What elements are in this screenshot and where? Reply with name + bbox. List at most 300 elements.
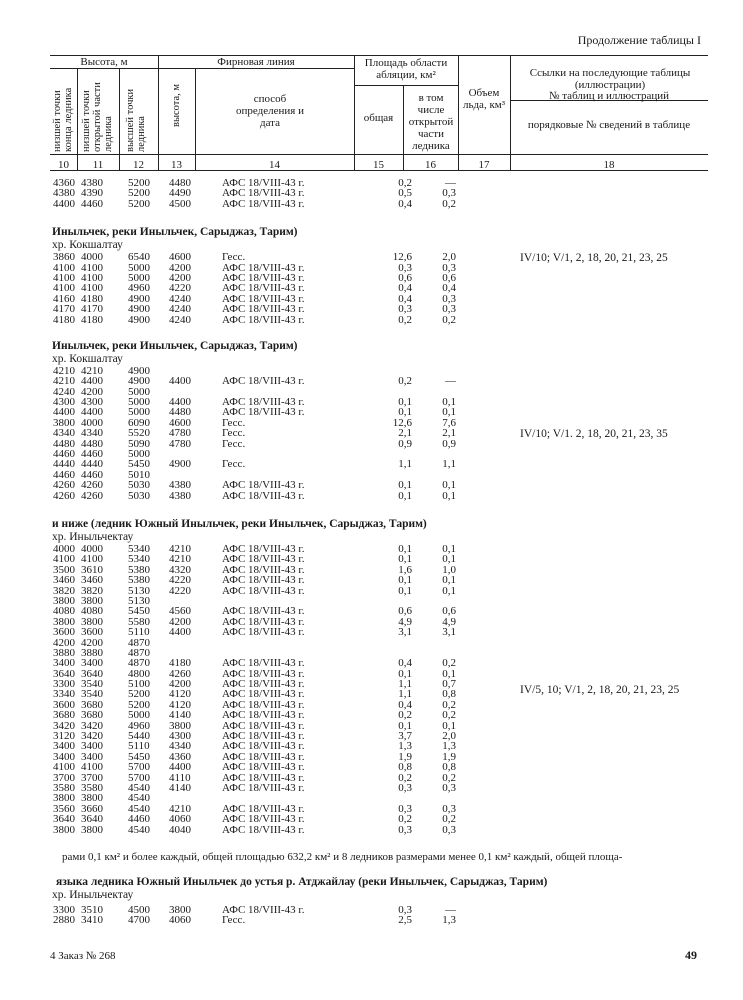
header-refs-order: порядковые № сведений в таблице xyxy=(527,119,691,131)
table-cell: 4200 xyxy=(169,271,191,284)
table-cell: 4540 xyxy=(128,802,150,815)
table-cell: 0,6 xyxy=(442,605,456,618)
table-cell: 0,3 xyxy=(398,303,412,316)
group-title: языка ледника Южный Иныльчек до устья р. Атджайлау (реки Иныльчек, Сарыджаз, Тарим) xyxy=(56,875,548,888)
table-cell: 5030 xyxy=(128,489,150,502)
table-cell: 3820 xyxy=(53,584,75,597)
table-cell: 0,8 xyxy=(398,761,412,774)
table-cell: 0,2 xyxy=(398,177,412,189)
table-cell: АФС 18/VIII-43 г. xyxy=(222,177,305,189)
table-row xyxy=(52,669,712,679)
table-cell: 4170 xyxy=(53,303,75,316)
table-cell: 4100 xyxy=(81,761,103,774)
table-row xyxy=(52,304,712,314)
table-cell: 4210 xyxy=(53,364,75,377)
group-title: Иныльчек, реки Иныльчек, Сарыджаз, Тарим) xyxy=(52,226,298,239)
table-cell: 4870 xyxy=(128,657,150,670)
table-cell: 3800 xyxy=(53,594,75,607)
table-cell: 4180 xyxy=(53,313,75,326)
table-cell: 4210 xyxy=(53,375,75,388)
table-cell: 1,1 xyxy=(398,678,412,691)
table-cell: 5110 xyxy=(128,626,150,639)
table-row xyxy=(52,376,712,386)
table-cell: 4210 xyxy=(169,553,191,566)
footer-order: 4 Заказ № 268 xyxy=(50,950,116,962)
table-cell: 3510 xyxy=(81,903,103,916)
table-cell: 12,6 xyxy=(392,416,412,429)
table-cell: 3800 xyxy=(169,719,191,732)
table-cell: 12,6 xyxy=(392,251,412,264)
table-cell: АФС 18/VIII-43 г. xyxy=(222,657,305,670)
table-cell: 0,1 xyxy=(398,479,412,492)
table-cell: 4900 xyxy=(128,313,150,326)
table-cell: 4540 xyxy=(128,781,150,794)
table-cell: 0,1 xyxy=(442,584,456,597)
table-row xyxy=(52,283,712,293)
table-cell: 4080 xyxy=(81,605,103,618)
col-num: 16 xyxy=(425,159,436,171)
header-firn-method: способ определения и дата xyxy=(236,93,304,129)
table-row xyxy=(52,544,712,554)
table-cell: 5100 xyxy=(128,678,150,691)
table-cell: 5000 xyxy=(128,385,150,398)
table-cell: 3680 xyxy=(81,698,103,711)
table-cell: Гесс. xyxy=(222,437,246,450)
table-cell: 5380 xyxy=(128,563,150,576)
table-cell: 4600 xyxy=(169,416,191,429)
col-num: 15 xyxy=(373,159,384,171)
table-cell: 4380 xyxy=(169,489,191,502)
table-cell: 4400 xyxy=(169,375,191,388)
table-cell: АФС 18/VIII-43 г. xyxy=(222,553,305,566)
table-cell: 5450 xyxy=(128,605,150,618)
header-firn: Фирновая линия xyxy=(217,56,295,68)
table-cell: 4400 xyxy=(81,375,103,388)
table-row xyxy=(52,915,712,925)
col-num: 13 xyxy=(171,159,182,171)
table-cell: 4100 xyxy=(53,553,75,566)
table-cell: 0,1 xyxy=(442,574,456,587)
table-cell: 5200 xyxy=(128,177,150,189)
table-cell: 5440 xyxy=(128,730,150,743)
table-row xyxy=(52,741,712,751)
table-cell: 4200 xyxy=(169,615,191,628)
table-cell: 3800 xyxy=(81,615,103,628)
table-cell: 1,9 xyxy=(442,750,456,763)
table-cell: 2880 xyxy=(53,914,75,927)
table-cell: 0,2 xyxy=(442,813,456,826)
table-cell: 1,1 xyxy=(398,458,412,471)
table-cell: АФС 18/VIII-43 г. xyxy=(222,542,305,555)
table-row xyxy=(52,617,712,627)
table-cell: 4160 xyxy=(53,292,75,305)
table-cell: 0,2 xyxy=(442,771,456,784)
table-cell: 0,1 xyxy=(398,584,412,597)
table-cell: 2,5 xyxy=(398,914,412,927)
table-cell: 0,2 xyxy=(442,698,456,711)
table-row xyxy=(52,407,712,417)
table-cell: 4210 xyxy=(169,542,191,555)
table-cell: АФС 18/VIII-43 г. xyxy=(222,823,305,836)
table-cell: АФС 18/VIII-43 г. xyxy=(222,740,305,753)
header-firn-height: высота, м xyxy=(171,83,182,127)
table-cell: 4460 xyxy=(53,448,75,461)
header-refs: Ссылки на последующие таблицы (иллюстрации) xyxy=(529,67,691,91)
table-cell: 3860 xyxy=(53,251,75,264)
table-cell: 1,9 xyxy=(398,750,412,763)
table-cell: 0,1 xyxy=(398,553,412,566)
table-cell: 4900 xyxy=(128,375,150,388)
table-row xyxy=(52,449,712,459)
table-cell: 4900 xyxy=(128,303,150,316)
table-cell: 0,3 xyxy=(442,292,456,305)
table-row xyxy=(52,387,712,397)
table-cell: 4170 xyxy=(81,303,103,316)
table-cell: АФС 18/VIII-43 г. xyxy=(222,187,305,200)
table-cell: 4000 xyxy=(81,416,103,429)
table-cell: 0,1 xyxy=(398,396,412,409)
table-row xyxy=(52,905,712,915)
table-cell: 4240 xyxy=(169,303,191,316)
table-cell: 0,1 xyxy=(442,489,456,502)
group-subtitle: хр. Иныльчектау xyxy=(52,530,134,543)
table-cell: 4400 xyxy=(53,197,75,210)
table-cell: 4400 xyxy=(169,626,191,639)
table-cell: 4460 xyxy=(81,468,103,481)
table-cell: 3800 xyxy=(81,594,103,607)
table-row xyxy=(52,491,712,501)
table-row xyxy=(52,638,712,648)
table-cell: 4490 xyxy=(169,187,191,200)
table-row xyxy=(52,178,712,188)
table-cell: 4460 xyxy=(128,813,150,826)
table-cell: 3400 xyxy=(81,657,103,670)
table-cell: — xyxy=(445,375,456,388)
table-cell: 4260 xyxy=(53,489,75,502)
table-row xyxy=(52,700,712,710)
table-cell: 4200 xyxy=(81,636,103,649)
table-cell: 5000 xyxy=(128,396,150,409)
col-num: 12 xyxy=(133,159,144,171)
table-cell: 3500 xyxy=(53,563,75,576)
table-cell: 0,3 xyxy=(442,303,456,316)
table-cell: 5340 xyxy=(128,553,150,566)
glacier-group xyxy=(52,518,712,835)
table-cell: 3800 xyxy=(53,615,75,628)
table-cell: 3300 xyxy=(53,903,75,916)
table-cell: 0,2 xyxy=(398,313,412,326)
table-cell: 5340 xyxy=(128,542,150,555)
table-cell: 5580 xyxy=(128,615,150,628)
table-cell: 4870 xyxy=(128,636,150,649)
table-cell: 0,4 xyxy=(398,282,412,295)
table-cell: 5000 xyxy=(128,448,150,461)
table-row xyxy=(52,418,712,428)
table-row xyxy=(52,731,712,741)
table-cell: 5130 xyxy=(128,594,150,607)
table-cell: 0,1 xyxy=(442,406,456,419)
table-caption: Продолжение таблицы I xyxy=(577,33,701,47)
table-cell: АФС 18/VIII-43 г. xyxy=(222,667,305,680)
table-cell: 3800 xyxy=(53,823,75,836)
table-cell: 1,3 xyxy=(442,914,456,927)
table-cell: 3420 xyxy=(81,719,103,732)
table-cell: 5700 xyxy=(128,761,150,774)
table-cell: 0,4 xyxy=(442,282,456,295)
reference-list: IV/10; V/1, 2, 18, 20, 21, 23, 25 xyxy=(520,252,668,265)
table-cell: 4260 xyxy=(81,479,103,492)
table-cell: 7,6 xyxy=(442,416,456,429)
table-row xyxy=(52,554,712,564)
table-cell: 4460 xyxy=(81,448,103,461)
table-cell: 4440 xyxy=(53,458,75,471)
table-cell: 5000 xyxy=(128,406,150,419)
glacier-group xyxy=(52,340,712,501)
table-cell: 4440 xyxy=(81,458,103,471)
table-cell: 3400 xyxy=(53,657,75,670)
table-row xyxy=(52,804,712,814)
table-cell: 4240 xyxy=(169,313,191,326)
table-cell: 4540 xyxy=(128,792,150,805)
table-cell: 5000 xyxy=(128,709,150,722)
table-cell: 4300 xyxy=(81,396,103,409)
table-cell: 0,3 xyxy=(398,823,412,836)
table-cell: 0,9 xyxy=(398,437,412,450)
table-cell: 0,1 xyxy=(442,479,456,492)
table-cell: АФС 18/VIII-43 г. xyxy=(222,489,305,502)
table-cell: 4260 xyxy=(81,489,103,502)
group-subtitle: хр. Иныльчектау xyxy=(52,888,134,901)
table-cell: 5700 xyxy=(128,771,150,784)
table-cell: 0,2 xyxy=(398,375,412,388)
table-cell: 4320 xyxy=(169,563,191,576)
table-cell: АФС 18/VIII-43 г. xyxy=(222,375,305,388)
table-cell: 4600 xyxy=(169,251,191,264)
table-row xyxy=(52,762,712,772)
table-cell: 3120 xyxy=(53,730,75,743)
table-row xyxy=(52,710,712,720)
table-cell: 5000 xyxy=(128,261,150,274)
table-cell: 4060 xyxy=(169,813,191,826)
table-cell: АФС 18/VIII-43 г. xyxy=(222,719,305,732)
table-cell: 4500 xyxy=(169,197,191,210)
table-cell: АФС 18/VIII-43 г. xyxy=(222,197,305,210)
table-cell: 4080 xyxy=(53,605,75,618)
table-cell: 4360 xyxy=(53,177,75,189)
table-cell: 4900 xyxy=(128,364,150,377)
table-cell: 3640 xyxy=(81,813,103,826)
table-cell: Гесс. xyxy=(222,251,246,264)
table-cell: 0,1 xyxy=(398,489,412,502)
table-cell: АФС 18/VIII-43 г. xyxy=(222,563,305,576)
table-cell: АФС 18/VIII-43 г. xyxy=(222,396,305,409)
table-cell: — xyxy=(445,903,456,916)
table-cell: 5200 xyxy=(128,688,150,701)
table-cell: 4800 xyxy=(128,667,150,680)
table-cell: 3580 xyxy=(81,781,103,794)
table-cell: 3700 xyxy=(81,771,103,784)
table-cell: 3460 xyxy=(53,574,75,587)
table-cell: 0,1 xyxy=(442,396,456,409)
table-row xyxy=(52,596,712,606)
table-cell: 4100 xyxy=(81,282,103,295)
table-cell: 0,2 xyxy=(442,197,456,210)
table-cell: 3660 xyxy=(81,802,103,815)
table-cell: 4400 xyxy=(169,761,191,774)
table-row xyxy=(52,773,712,783)
table-cell: 3560 xyxy=(53,802,75,815)
table-row xyxy=(52,814,712,824)
table-cell: 0,2 xyxy=(398,709,412,722)
table-cell: 4960 xyxy=(128,719,150,732)
table-cell: 4180 xyxy=(81,292,103,305)
table-cell: 4460 xyxy=(53,468,75,481)
table-cell: 3640 xyxy=(53,813,75,826)
header-ablation: Площадь области абляции, км² xyxy=(364,57,448,81)
table-row xyxy=(52,825,712,835)
table-cell: АФС 18/VIII-43 г. xyxy=(222,406,305,419)
table-cell: 0,9 xyxy=(442,437,456,450)
table-cell: 4400 xyxy=(53,406,75,419)
header-high: высшей точки ледника xyxy=(125,88,147,152)
table-cell: 4,9 xyxy=(442,615,456,628)
table-cell: 0,2 xyxy=(398,813,412,826)
table-cell: 4040 xyxy=(169,823,191,836)
table-row xyxy=(52,366,712,376)
table-row xyxy=(52,783,712,793)
table-cell: 5380 xyxy=(128,574,150,587)
table-cell: АФС 18/VIII-43 г. xyxy=(222,750,305,763)
table-cell: 0,4 xyxy=(398,292,412,305)
table-cell: 4,9 xyxy=(398,615,412,628)
table-cell: 3420 xyxy=(81,730,103,743)
table-cell: АФС 18/VIII-43 г. xyxy=(222,292,305,305)
table-cell: Гесс. xyxy=(222,914,246,927)
table-row xyxy=(52,439,712,449)
group-subtitle: хр. Кокшалтау xyxy=(52,239,123,252)
table-cell: 5520 xyxy=(128,427,150,440)
table-cell: 2,0 xyxy=(442,730,456,743)
table-row xyxy=(52,721,712,731)
header-abl-covered: в том числе открытой части ледника xyxy=(408,92,454,152)
table-cell: 4900 xyxy=(169,458,191,471)
table-cell: АФС 18/VIII-43 г. xyxy=(222,282,305,295)
table-cell: АФС 18/VIII-43 г. xyxy=(222,813,305,826)
table-cell: 0,1 xyxy=(398,574,412,587)
table-cell: 5200 xyxy=(128,197,150,210)
table-cell: 3640 xyxy=(53,667,75,680)
table-row xyxy=(52,565,712,575)
table-row xyxy=(52,575,712,585)
header-refs-sub: № таблиц и иллюстраций xyxy=(549,90,669,102)
table-cell: 2,0 xyxy=(442,251,456,264)
table-cell: АФС 18/VIII-43 г. xyxy=(222,802,305,815)
table-row xyxy=(52,294,712,304)
table-cell: АФС 18/VIII-43 г. xyxy=(222,903,305,916)
table-cell: 0,6 xyxy=(398,271,412,284)
table-cell: АФС 18/VIII-43 г. xyxy=(222,626,305,639)
table-cell: 3400 xyxy=(53,740,75,753)
table-cell: 5130 xyxy=(128,584,150,597)
table-cell: 3540 xyxy=(81,678,103,691)
table-cell: 4200 xyxy=(169,678,191,691)
page-number: 49 xyxy=(685,948,697,962)
table-cell: 0,2 xyxy=(442,709,456,722)
table-cell: 3340 xyxy=(53,688,75,701)
table-cell: 4200 xyxy=(53,636,75,649)
table-cell: 0,4 xyxy=(398,657,412,670)
table-cell: 4180 xyxy=(169,657,191,670)
table-cell: 3,7 xyxy=(398,730,412,743)
table-cell: 4000 xyxy=(81,251,103,264)
table-cell: 0,6 xyxy=(398,605,412,618)
table-cell: 0,3 xyxy=(398,781,412,794)
table-cell: 0,3 xyxy=(442,802,456,815)
table-cell: — xyxy=(445,177,456,189)
table-cell: 5200 xyxy=(128,698,150,711)
table-cell: 3680 xyxy=(81,709,103,722)
table-cell: 4900 xyxy=(128,292,150,305)
table-cell: 4300 xyxy=(169,730,191,743)
table-cell: 4140 xyxy=(169,709,191,722)
table-cell: 1,3 xyxy=(442,740,456,753)
table-cell: 4480 xyxy=(81,437,103,450)
table-cell: 4480 xyxy=(169,406,191,419)
table-cell: 4260 xyxy=(53,479,75,492)
table-cell: АФС 18/VIII-43 г. xyxy=(222,615,305,628)
table-cell: 3680 xyxy=(53,709,75,722)
table-cell: 5200 xyxy=(128,187,150,200)
table-cell: 4340 xyxy=(169,740,191,753)
table-cell: АФС 18/VIII-43 г. xyxy=(222,605,305,618)
table-cell: 0,2 xyxy=(398,771,412,784)
header-low-open: низшей точки открытой части ледника xyxy=(81,82,114,152)
table-cell: 4380 xyxy=(81,177,103,189)
table-cell: 3610 xyxy=(81,563,103,576)
table-cell: 0,8 xyxy=(442,688,456,701)
table-cell: 4360 xyxy=(169,750,191,763)
table-row xyxy=(52,315,712,325)
table-cell: 4780 xyxy=(169,427,191,440)
table-cell: АФС 18/VIII-43 г. xyxy=(222,678,305,691)
table-cell: 0,7 xyxy=(442,678,456,691)
table-cell: 3400 xyxy=(53,750,75,763)
table-row xyxy=(52,586,712,596)
table-cell: 0,3 xyxy=(398,802,412,815)
table-row xyxy=(52,188,712,198)
table-cell: 3600 xyxy=(53,698,75,711)
table-cell: 4100 xyxy=(81,271,103,284)
table-cell: 0,6 xyxy=(442,271,456,284)
table-cell: 4960 xyxy=(128,282,150,295)
table-cell: АФС 18/VIII-43 г. xyxy=(222,688,305,701)
reference-list: IV/5, 10; V/1, 2, 18, 20, 21, 23, 25 xyxy=(520,683,680,696)
table-cell: 4390 xyxy=(81,187,103,200)
table-cell: 1,0 xyxy=(442,563,456,576)
table-cell: 4220 xyxy=(169,574,191,587)
table-cell: 0,3 xyxy=(442,823,456,836)
table-cell: 0,2 xyxy=(442,313,456,326)
table-cell: 0,1 xyxy=(442,719,456,732)
table-cell: 1,1 xyxy=(398,688,412,701)
glacier-group xyxy=(52,178,712,209)
table-cell: 4120 xyxy=(169,688,191,701)
table-cell: Гесс. xyxy=(222,458,246,471)
table-cell: 4480 xyxy=(169,177,191,189)
reference-list: IV/10; V/1. 2, 18, 20, 21, 23, 35 xyxy=(520,427,668,440)
table-cell: 5090 xyxy=(128,437,150,450)
table-cell: 0,3 xyxy=(398,261,412,274)
